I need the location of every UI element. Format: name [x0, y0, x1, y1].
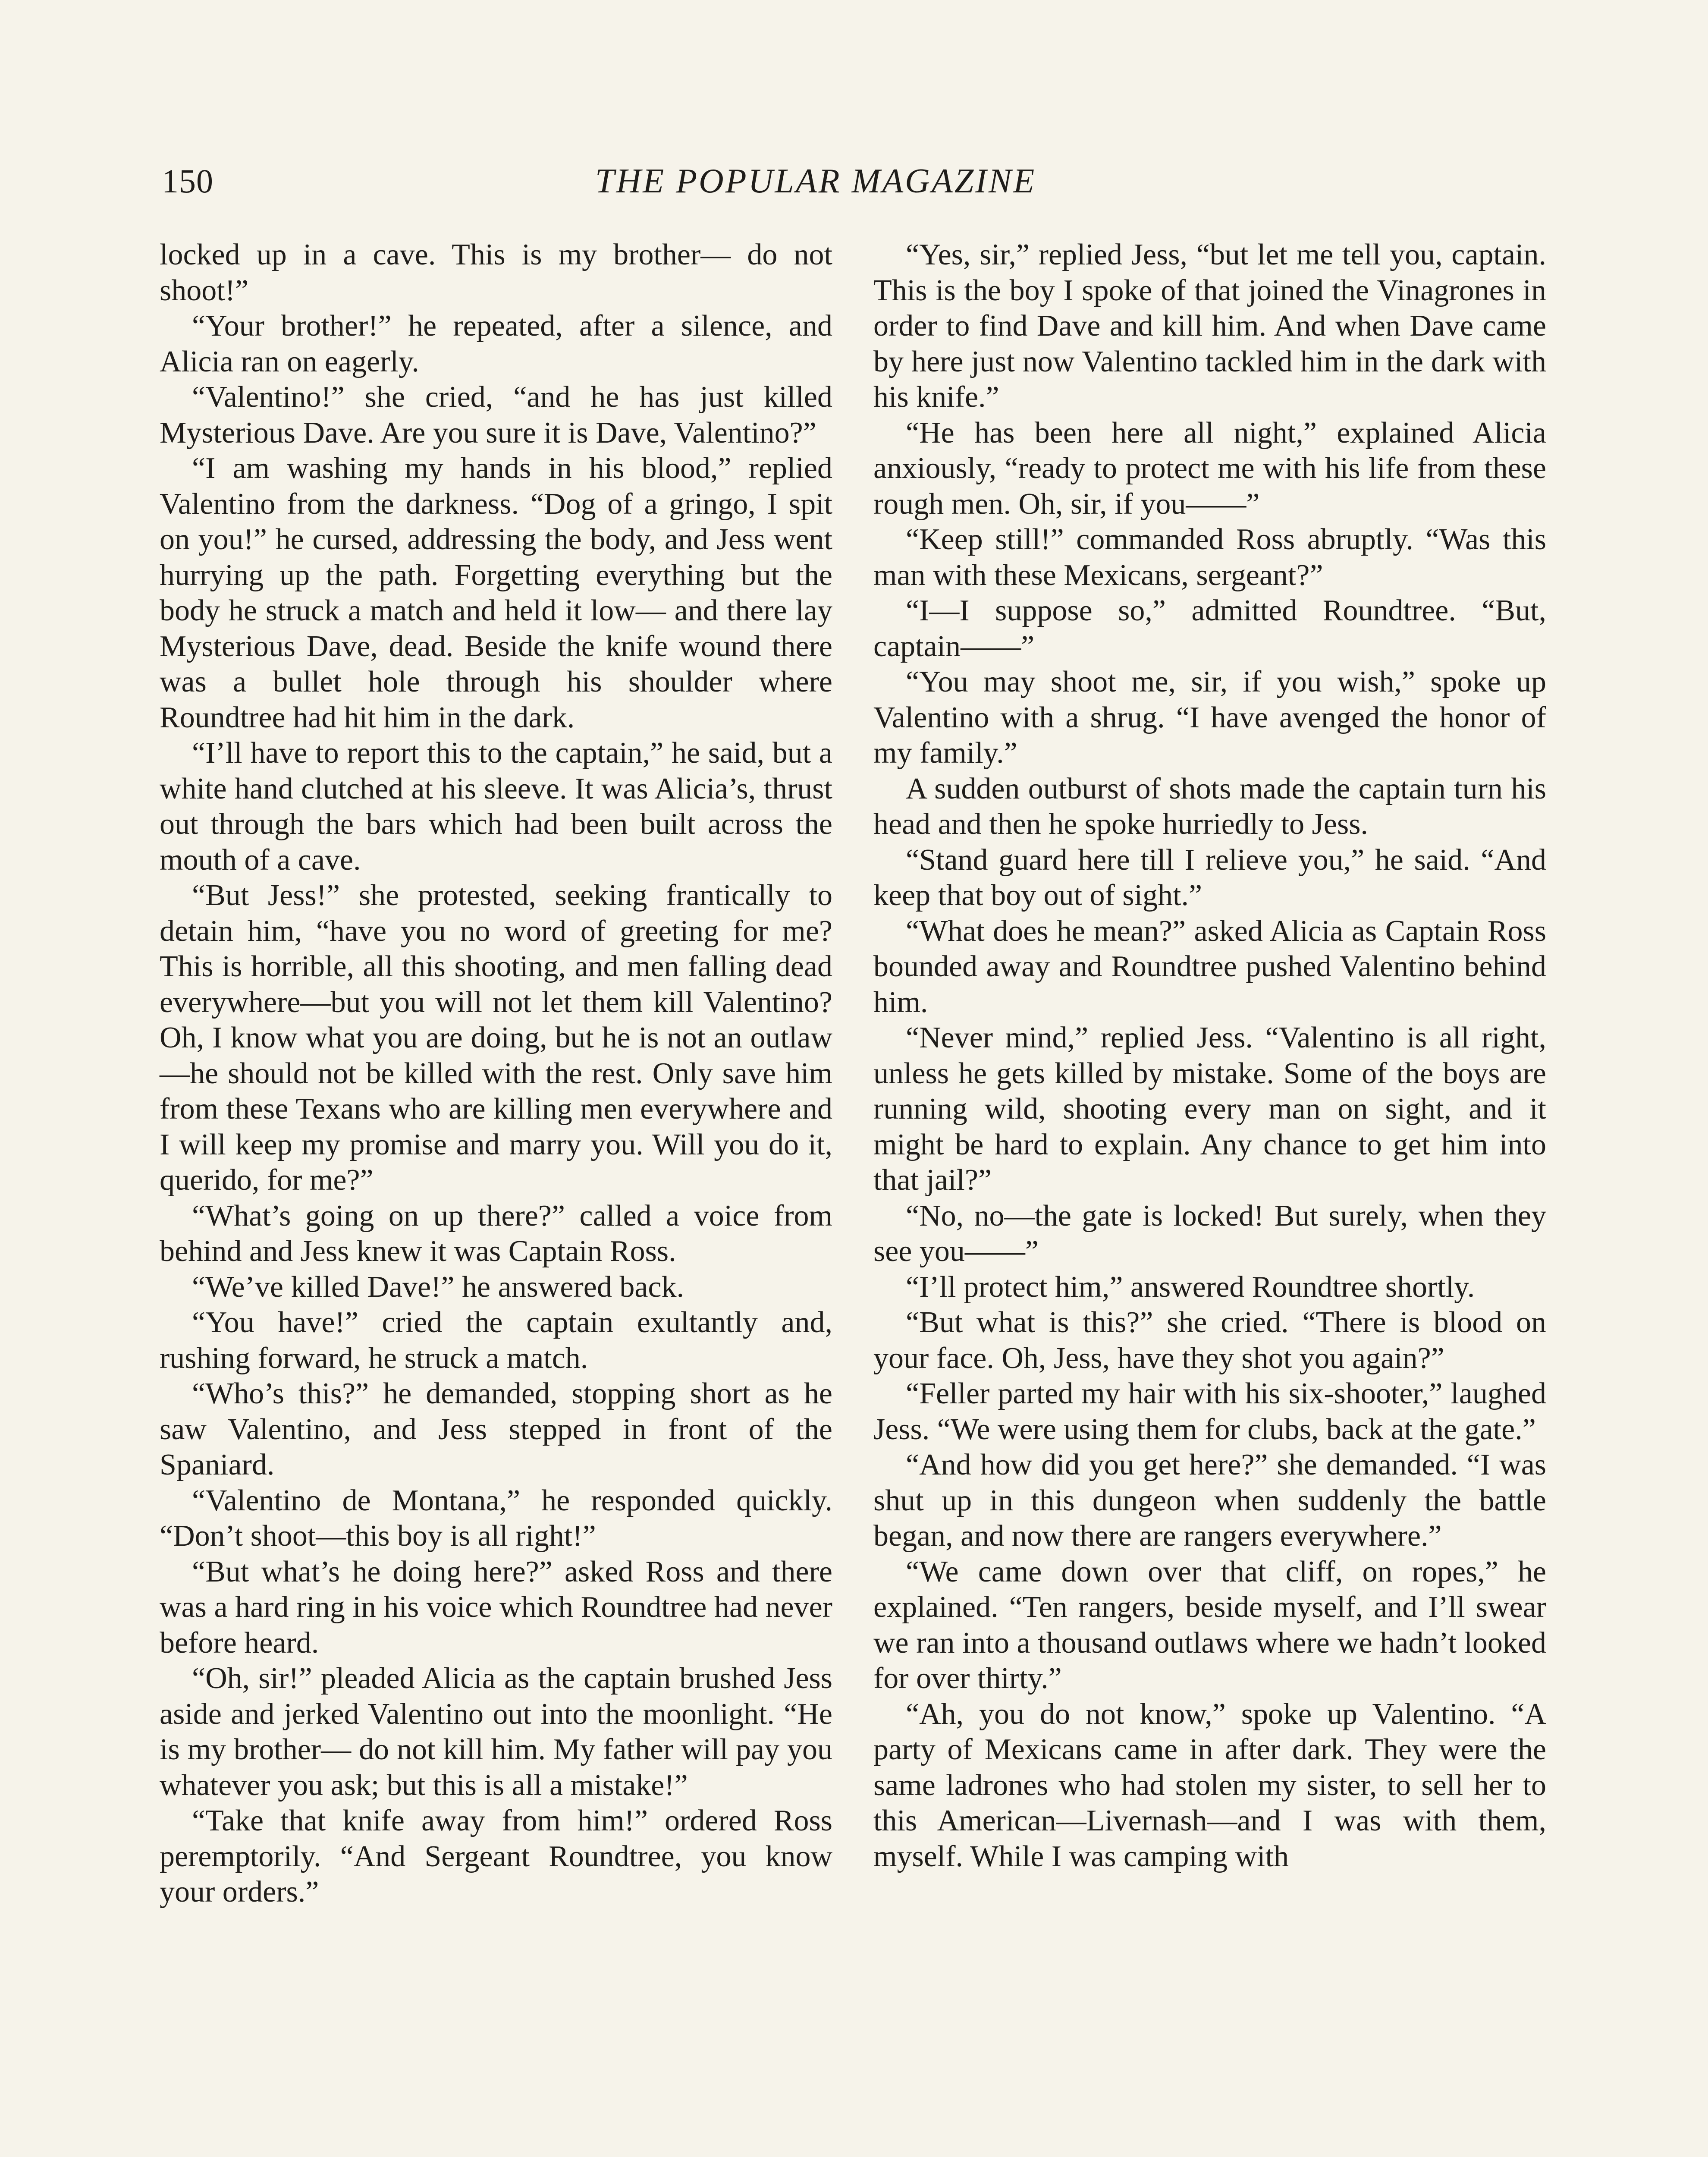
- paragraph: “Never mind,” replied Jess. “Valentino is all right, unless he gets killed by mistake. Some of the boys are running wild, shooting every man on sight, and it might be hard to explain. Any chance to get him into that jail?”: [873, 1021, 1546, 1197]
- right-column: [873, 237, 1546, 1874]
- paragraph: “Ah, you do not know,” spoke up Valentino. “A party of Mexicans came in after dark. They were the same ladrones who had stolen my sister, to sell her to this American—Livernash—and I was with them, myself. While I was camping with: [873, 1697, 1546, 1873]
- paragraph: “No, no—the gate is locked! But surely, when they see you——”: [873, 1199, 1546, 1268]
- left-column: [160, 237, 832, 1910]
- paragraph: “But Jess!” she protested, seeking frantically to detain him, “have you no word of greeting for me? This is horrible, all this shooting, and men falling dead everywhere—but you will not let them kill Valentino? Oh, I know what you are doing, but he is not an outlaw—he should not be killed with the rest. Only save him from these Texans who are killing men everywhere and I will keep my promise and marry you. Will you do it, querido, for me?”: [160, 879, 832, 1197]
- paragraph: “Who’s this?” he demanded, stopping short as he saw Valentino, and Jess stepped in front of the Spaniard.: [160, 1377, 832, 1481]
- paragraph: “We’ve killed Dave!” he answered back.: [192, 1270, 684, 1304]
- paragraph: “I’ll have to report this to the captain,” he said, but a white hand clutched at his sleeve. It was Alicia’s, thrust out through the bars which had been built across the mouth of a cave.: [160, 736, 832, 877]
- paragraph: “Take that knife away from him!” ordered Ross peremptorily. “And Sergeant Roundtree, you know your orders.”: [160, 1804, 832, 1909]
- paragraph: “And how did you get here?” she demanded. “I was shut up in this dungeon when suddenly the battle began, and now there are rangers everywhere.”: [873, 1448, 1546, 1553]
- paragraph: “I—I suppose so,” admitted Roundtree. “But, captain——”: [873, 594, 1546, 663]
- paragraph: “Your brother!” he repeated, after a silence, and Alicia ran on eagerly.: [160, 309, 832, 378]
- page-number: 150: [162, 162, 214, 200]
- running-title: THE POPULAR MAGAZINE: [595, 162, 1036, 200]
- paragraph: “Oh, sir!” pleaded Alicia as the captain brushed Jess aside and jerked Valentino out into the moonlight. “He is my brother— do not kill him. My father will pay you whatever you ask; but this is all a mistake!”: [160, 1662, 832, 1802]
- paragraph: “What does he mean?” asked Alicia as Captain Ross bounded away and Roundtree pushed Valentino behind him.: [873, 914, 1546, 1019]
- paragraph: “What’s going on up there?” called a voice from behind and Jess knew it was Captain Ross.: [160, 1199, 832, 1268]
- paragraph: A sudden outburst of shots made the captain turn his head and then he spoke hurriedly to Jess.: [873, 772, 1546, 841]
- paragraph: “Keep still!” commanded Ross abruptly. “Was this man with these Mexicans, sergeant?”: [873, 523, 1546, 592]
- paragraph: “You may shoot me, sir, if you wish,” spoke up Valentino with a shrug. “I have avenged the honor of my family.”: [873, 665, 1546, 770]
- paragraph: “I’ll protect him,” answered Roundtree shortly.: [906, 1270, 1475, 1304]
- paragraph: “Valentino de Montana,” he responded quickly. “Don’t shoot—this boy is all right!”: [160, 1484, 832, 1553]
- paragraph: “I am washing my hands in his blood,” replied Valentino from the darkness. “Dog of a gringo, I spit on you!” he cursed, addressing the body, and Jess went hurrying up the path. Forgetting everything but the body he struck a match and held it low— and there lay Mysterious Dave, dead. Beside the knife wound there was a bullet hole through his shoulder where Roundtree had hit him in the dark.: [160, 452, 832, 734]
- paragraph: “He has been here all night,” explained Alicia anxiously, “ready to protect me with his life from these rough men. Oh, sir, if you——”: [873, 416, 1546, 521]
- paragraph: “Yes, sir,” replied Jess, “but let me tell you, captain. This is the boy I spoke of that joined the Vinagrones in order to find Dave and kill him. And when Dave came by here just now Valentino tackled him in the dark with his knife.”: [873, 238, 1546, 414]
- paragraph: “Feller parted my hair with his six-shooter,” laughed Jess. “We were using them for clubs, back at the gate.”: [873, 1377, 1546, 1446]
- paragraph: “We came down over that cliff, on ropes,” he explained. “Ten rangers, beside myself, and I’ll swear we ran into a thousand outlaws where we hadn’t looked for over thirty.”: [873, 1555, 1546, 1695]
- paragraph: “Stand guard here till I relieve you,” he said. “And keep that boy out of sight.”: [873, 843, 1546, 912]
- paragraph: “You have!” cried the captain exultantly and, rushing forward, he struck a match.: [160, 1306, 832, 1375]
- paragraph: locked up in a cave. This is my brother— do not shoot!”: [160, 238, 832, 307]
- paragraph: “But what’s he doing here?” asked Ross and there was a hard ring in his voice which Roundtree had never before heard.: [160, 1555, 832, 1660]
- paragraph: “Valentino!” she cried, “and he has just killed Mysterious Dave. Are you sure it is Dave, Valentino?”: [160, 380, 832, 450]
- paragraph: “But what is this?” she cried. “There is blood on your face. Oh, Jess, have they shot you again?”: [873, 1306, 1546, 1375]
